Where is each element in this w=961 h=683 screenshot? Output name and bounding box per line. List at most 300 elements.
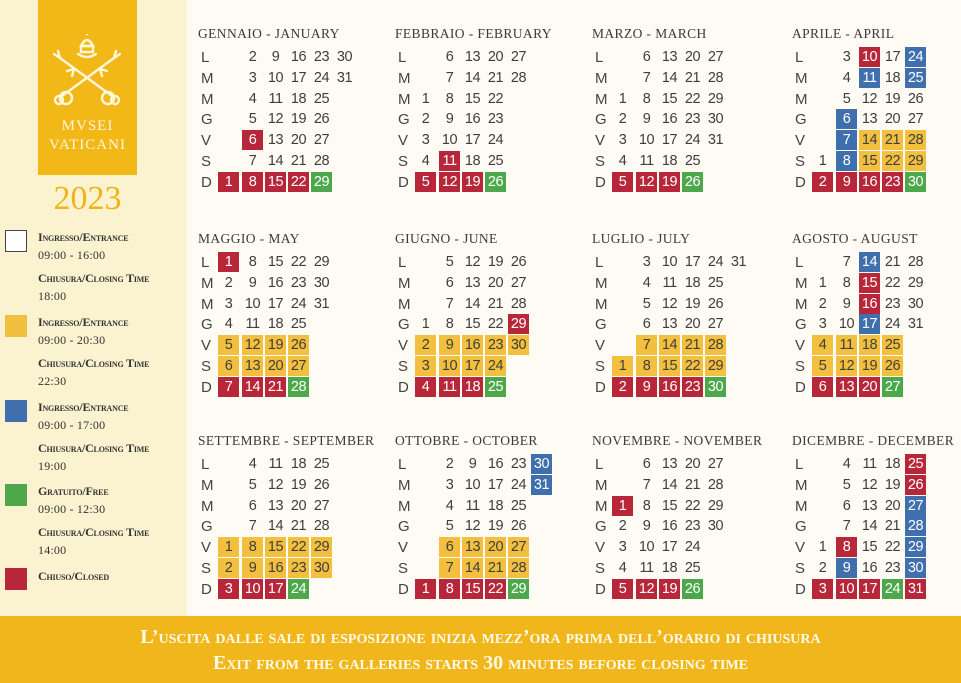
day-cell: 8 — [248, 254, 257, 270]
weekday-label: G — [595, 111, 607, 129]
day-cell: 8 — [642, 497, 651, 514]
day-cell: 27 — [905, 496, 926, 516]
day-cell: 24 — [684, 539, 701, 556]
day-cell: 18 — [884, 69, 901, 86]
month-block — [395, 433, 585, 623]
day-cell: 16 — [265, 558, 286, 578]
day-cell: 12 — [464, 518, 481, 535]
day-cell: 24 — [510, 476, 527, 493]
day-cell: 3 — [248, 69, 257, 86]
weekday-label: V — [201, 539, 212, 557]
day-cell: 20 — [487, 274, 504, 291]
day-cell: 17 — [884, 49, 901, 65]
day-cell: 18 — [661, 560, 678, 576]
day-cell: 9 — [842, 295, 851, 312]
week-row — [198, 558, 388, 578]
day-cell: 27 — [707, 49, 724, 65]
day-cell: 6 — [248, 497, 257, 514]
day-cell: 9 — [248, 274, 257, 291]
weekday-label: M — [795, 476, 808, 494]
week-row — [395, 294, 585, 314]
day-cell: 1 — [415, 579, 436, 599]
day-cell: 2 — [248, 49, 257, 65]
day-cell: 23 — [485, 335, 506, 355]
day-cell: 28 — [510, 295, 527, 312]
weekday-label: D — [201, 378, 212, 396]
legend-entrance-label: Ingresso/Entrance — [38, 315, 129, 329]
day-cell: 31 — [531, 475, 552, 495]
day-cell: 17 — [859, 314, 880, 334]
day-cell: 12 — [636, 172, 657, 192]
legend-red-swatch — [5, 568, 27, 590]
week-row — [792, 454, 961, 474]
day-cell: 19 — [290, 476, 307, 493]
weekday-label: M — [795, 274, 808, 292]
day-cell: 11 — [465, 497, 480, 514]
week-row — [198, 47, 388, 67]
weekday-label: M — [201, 476, 214, 494]
day-cell: 13 — [861, 497, 878, 514]
month-title: AGOSTO - AUGUST — [792, 231, 918, 246]
month-title: MARZO - MARCH — [592, 26, 707, 41]
week-row — [395, 47, 585, 67]
week-row — [792, 252, 961, 272]
weekday-label: D — [595, 173, 606, 191]
footer-banner — [0, 616, 961, 683]
week-row — [198, 356, 388, 376]
week-row — [198, 252, 388, 272]
day-cell: 2 — [218, 558, 239, 578]
week-row — [395, 558, 585, 578]
day-cell: 24 — [884, 316, 901, 333]
day-cell: 27 — [510, 274, 527, 291]
week-row — [592, 68, 782, 88]
day-cell: 15 — [265, 537, 286, 557]
weekday-label: M — [201, 69, 214, 87]
weekday-label: L — [201, 49, 210, 66]
day-cell: 22 — [684, 90, 701, 107]
week-row — [792, 496, 961, 516]
legend-green-swatch — [5, 484, 27, 506]
day-cell: 10 — [638, 132, 655, 149]
day-cell: 12 — [861, 90, 878, 107]
day-cell: 27 — [707, 456, 724, 472]
day-cell: 4 — [248, 456, 257, 472]
week-row — [198, 294, 388, 314]
day-cell: 2 — [612, 377, 633, 397]
day-cell: 16 — [859, 172, 880, 192]
day-cell: 30 — [905, 172, 926, 192]
weekday-label: L — [595, 456, 604, 473]
day-cell: 24 — [882, 579, 903, 599]
weekday-label: L — [595, 254, 604, 271]
weekday-label: S — [595, 153, 606, 170]
day-cell: 4 — [842, 69, 851, 86]
weekday-label: V — [595, 132, 606, 150]
weekday-label: G — [795, 316, 807, 334]
week-row — [395, 377, 585, 397]
day-cell: 27 — [907, 111, 924, 128]
day-cell: 12 — [242, 335, 263, 355]
day-cell: 6 — [445, 49, 454, 65]
legend-closing-label: Chiusura/Closing Time — [38, 525, 150, 539]
day-cell: 17 — [661, 132, 678, 149]
day-cell: 17 — [265, 579, 286, 599]
day-cell: 8 — [445, 90, 454, 107]
week-row — [792, 579, 961, 599]
day-cell: 26 — [485, 172, 506, 192]
day-cell: 26 — [907, 90, 924, 107]
day-cell: 27 — [288, 356, 309, 376]
day-cell: 20 — [290, 132, 307, 149]
day-cell: 27 — [508, 537, 529, 557]
day-cell: 25 — [905, 454, 926, 474]
weekday-label: D — [795, 173, 806, 191]
day-cell: 29 — [907, 274, 924, 291]
weekday-label: S — [595, 358, 606, 375]
day-cell: 4 — [812, 335, 833, 355]
day-cell: 9 — [836, 558, 857, 578]
weekday-label: V — [595, 539, 606, 557]
day-cell: 29 — [311, 537, 332, 557]
week-row — [592, 151, 782, 171]
day-cell: 7 — [842, 254, 851, 270]
day-cell: 22 — [684, 497, 701, 514]
day-cell: 29 — [311, 172, 332, 192]
week-row — [792, 89, 961, 109]
day-cell: 30 — [707, 111, 724, 128]
day-cell: 26 — [905, 475, 926, 495]
day-cell: 28 — [508, 558, 529, 578]
legend-closing-time: 18:00 — [38, 289, 67, 303]
weekday-label: M — [795, 90, 808, 108]
weekday-label: V — [201, 337, 212, 355]
weekday-label: M — [795, 497, 808, 515]
week-row — [592, 475, 782, 495]
day-cell: 5 — [612, 172, 633, 192]
week-row — [395, 475, 585, 495]
day-cell: 21 — [487, 69, 504, 86]
day-cell: 18 — [661, 153, 678, 169]
day-cell: 6 — [642, 49, 651, 65]
day-cell: 16 — [859, 294, 880, 314]
week-row — [198, 109, 388, 129]
weekday-label: S — [201, 358, 212, 375]
legend-entrance-time: 09:00 - 17:00 — [38, 418, 106, 432]
day-cell: 6 — [842, 497, 851, 514]
week-row — [592, 537, 782, 557]
day-cell: 19 — [859, 356, 880, 376]
day-cell: 11 — [639, 560, 654, 576]
day-cell: 4 — [445, 497, 454, 514]
day-cell: 2 — [415, 335, 436, 355]
weekday-label: M — [795, 295, 808, 313]
legend-closing-time: 22:30 — [38, 374, 67, 388]
day-cell: 24 — [313, 69, 330, 86]
day-cell: 15 — [267, 254, 284, 270]
month-block — [592, 231, 782, 421]
day-cell: 19 — [684, 295, 701, 312]
day-cell: 1 — [618, 90, 627, 107]
day-cell: 19 — [884, 90, 901, 107]
week-row — [792, 109, 961, 129]
museum-logo — [38, 0, 137, 175]
day-cell: 14 — [661, 69, 678, 86]
day-cell: 24 — [290, 295, 307, 312]
day-cell: 3 — [812, 579, 833, 599]
week-row — [792, 356, 961, 376]
day-cell: 17 — [487, 476, 504, 493]
week-row — [395, 130, 585, 150]
day-cell: 27 — [313, 132, 330, 149]
weekday-label: V — [595, 337, 606, 355]
day-cell: 23 — [684, 518, 701, 535]
day-cell: 23 — [682, 377, 703, 397]
day-cell: 18 — [884, 456, 901, 472]
day-cell: 26 — [682, 579, 703, 599]
week-row — [395, 335, 585, 355]
day-cell: 10 — [242, 579, 263, 599]
day-cell: 1 — [818, 153, 827, 169]
day-cell: 14 — [267, 153, 284, 169]
day-cell: 9 — [836, 172, 857, 192]
day-cell: 18 — [267, 316, 284, 333]
day-cell: 14 — [859, 252, 880, 272]
weekday-label: L — [201, 254, 210, 271]
weekday-label: S — [795, 560, 806, 577]
week-row — [792, 314, 961, 334]
week-row — [592, 516, 782, 536]
day-cell: 23 — [884, 295, 901, 312]
day-cell: 12 — [861, 476, 878, 493]
weekday-label: G — [398, 111, 410, 129]
day-cell: 13 — [861, 111, 878, 128]
weekday-label: S — [795, 358, 806, 375]
day-cell: 17 — [267, 295, 284, 312]
day-cell: 30 — [907, 295, 924, 312]
legend-closing-label: Chiusura/Closing Time — [38, 271, 150, 285]
day-cell: 11 — [268, 456, 283, 472]
day-cell: 1 — [818, 539, 827, 556]
day-cell: 5 — [642, 295, 651, 312]
legend-closing-label: Chiusura/Closing Time — [38, 356, 150, 370]
day-cell: 15 — [659, 356, 680, 376]
week-row — [592, 335, 782, 355]
day-cell: 27 — [313, 497, 330, 514]
day-cell: 25 — [290, 316, 307, 333]
week-row — [592, 172, 782, 192]
day-cell: 20 — [487, 49, 504, 65]
day-cell: 20 — [684, 49, 701, 65]
month-block — [792, 231, 961, 421]
month-block — [592, 26, 782, 216]
day-cell: 6 — [445, 274, 454, 291]
day-cell: 23 — [882, 172, 903, 192]
day-cell: 12 — [836, 356, 857, 376]
day-cell: 7 — [445, 69, 454, 86]
month-block — [395, 26, 585, 216]
day-cell: 23 — [684, 111, 701, 128]
weekday-label: V — [795, 132, 806, 150]
day-cell: 18 — [487, 497, 504, 514]
day-cell: 10 — [267, 69, 284, 86]
weekday-label: M — [595, 274, 608, 292]
weekday-label: D — [201, 580, 212, 598]
day-cell: 7 — [642, 69, 651, 86]
footer-notice-italian: L’uscita dalle sale di esposizione inizia mezz’ora prima dell’orario di chiusura — [140, 626, 821, 648]
day-cell: 26 — [510, 518, 527, 535]
weekday-label: M — [595, 69, 608, 87]
weekday-label: D — [398, 378, 409, 396]
day-cell: 14 — [242, 377, 263, 397]
day-cell: 6 — [218, 356, 239, 376]
month-block — [198, 231, 388, 421]
day-cell: 19 — [290, 111, 307, 128]
day-cell: 22 — [882, 151, 903, 171]
day-cell: 4 — [415, 377, 436, 397]
crossed-keys-icon — [50, 34, 125, 112]
day-cell: 30 — [705, 377, 726, 397]
weekday-label: M — [795, 69, 808, 87]
legend-closed-label: Chiuso/Closed — [38, 569, 109, 583]
weekday-label: S — [398, 358, 409, 375]
week-row — [395, 496, 585, 516]
day-cell: 25 — [684, 560, 701, 576]
week-row — [198, 172, 388, 192]
month-title: MAGGIO - MAY — [198, 231, 300, 246]
weekday-label: D — [795, 580, 806, 598]
week-row — [592, 130, 782, 150]
legend-white-swatch — [5, 230, 27, 252]
legend-free-label: Gratuito/Free — [38, 484, 109, 498]
day-cell: 9 — [271, 49, 280, 65]
week-row — [592, 558, 782, 578]
day-cell: 19 — [884, 476, 901, 493]
day-cell: 14 — [861, 518, 878, 535]
week-row — [592, 377, 782, 397]
weekday-label: D — [595, 580, 606, 598]
day-cell: 10 — [441, 132, 458, 149]
weekday-label: D — [398, 580, 409, 598]
day-cell: 2 — [618, 518, 627, 535]
day-cell: 7 — [842, 518, 851, 535]
weekday-label: S — [398, 560, 409, 577]
legend-entrance-time: 09:00 - 20:30 — [38, 333, 106, 347]
day-cell: 3 — [618, 539, 627, 556]
week-row — [792, 172, 961, 192]
week-row — [198, 537, 388, 557]
day-cell: 8 — [445, 316, 454, 333]
day-cell: 15 — [464, 90, 481, 107]
day-cell: 5 — [445, 254, 454, 270]
day-cell: 29 — [905, 151, 926, 171]
day-cell: 27 — [882, 377, 903, 397]
week-row — [792, 475, 961, 495]
day-cell: 5 — [612, 579, 633, 599]
day-cell: 23 — [487, 111, 504, 128]
day-cell: 11 — [662, 274, 677, 291]
day-cell: 11 — [859, 68, 880, 88]
day-cell: 4 — [248, 90, 257, 107]
day-cell: 16 — [661, 518, 678, 535]
weekday-label: G — [201, 518, 213, 536]
day-cell: 18 — [859, 335, 880, 355]
day-cell: 9 — [242, 558, 263, 578]
week-row — [395, 516, 585, 536]
week-row — [198, 130, 388, 150]
day-cell: 12 — [464, 254, 481, 270]
week-row — [198, 516, 388, 536]
week-row — [198, 89, 388, 109]
day-cell: 2 — [818, 560, 827, 576]
day-cell: 2 — [812, 172, 833, 192]
day-cell: 10 — [464, 476, 481, 493]
month-title: LUGLIO - JULY — [592, 231, 691, 246]
day-cell: 31 — [313, 295, 330, 312]
day-cell: 23 — [288, 558, 309, 578]
day-cell: 13 — [462, 537, 483, 557]
month-title: GIUGNO - JUNE — [395, 231, 498, 246]
day-cell: 1 — [421, 316, 430, 333]
day-cell: 10 — [836, 579, 857, 599]
weekday-label: L — [398, 49, 407, 66]
month-title: APRILE - APRIL — [792, 26, 895, 41]
day-cell: 12 — [636, 579, 657, 599]
day-cell: 2 — [818, 295, 827, 312]
week-row — [198, 151, 388, 171]
day-cell: 17 — [684, 254, 701, 270]
day-cell: 20 — [884, 111, 901, 128]
month-block — [792, 26, 961, 216]
day-cell: 14 — [859, 130, 880, 150]
day-cell: 23 — [313, 49, 330, 65]
week-row — [792, 151, 961, 171]
week-row — [395, 172, 585, 192]
sidebar — [0, 0, 187, 616]
day-cell: 31 — [907, 316, 924, 333]
day-cell: 8 — [636, 356, 657, 376]
day-cell: 14 — [462, 558, 483, 578]
day-cell: 15 — [859, 151, 880, 171]
weekday-label: G — [795, 518, 807, 536]
day-cell: 20 — [485, 537, 506, 557]
day-cell: 21 — [290, 518, 307, 535]
day-cell: 3 — [445, 476, 454, 493]
day-cell: 7 — [218, 377, 239, 397]
weekday-label: L — [595, 49, 604, 66]
day-cell: 9 — [439, 335, 460, 355]
day-cell: 5 — [812, 356, 833, 376]
month-block — [792, 433, 961, 623]
week-row — [592, 356, 782, 376]
day-cell: 25 — [707, 274, 724, 291]
weekday-label: M — [398, 295, 411, 313]
weekday-label: M — [595, 295, 608, 313]
day-cell: 27 — [510, 49, 527, 65]
weekday-label: L — [398, 456, 407, 473]
day-cell: 6 — [642, 456, 651, 472]
month-block — [198, 26, 388, 216]
logo-text-musei: MVSEI — [61, 118, 114, 134]
day-cell: 25 — [510, 497, 527, 514]
day-cell: 30 — [531, 454, 552, 474]
weekday-label: V — [795, 539, 806, 557]
day-cell: 15 — [265, 172, 286, 192]
weekday-label: M — [398, 90, 411, 108]
day-cell: 16 — [659, 377, 680, 397]
day-cell: 14 — [464, 69, 481, 86]
weekday-label: S — [398, 153, 409, 170]
